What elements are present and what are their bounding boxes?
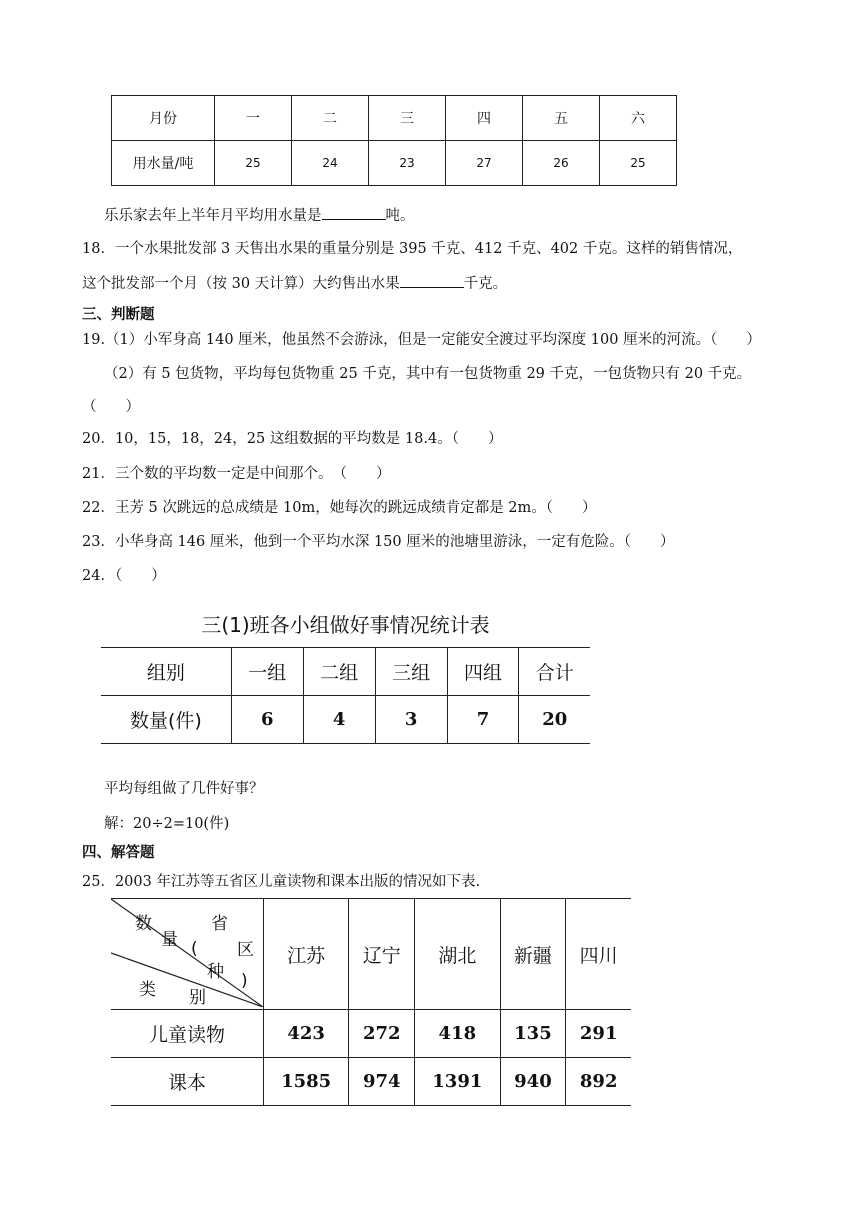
table-header-cell: 合计	[519, 648, 590, 696]
table-row-label: 儿童读物	[111, 1010, 264, 1058]
question-text: 乐乐家去年上半年月平均用水量是	[104, 208, 322, 224]
corner-label: 省	[211, 914, 228, 934]
table-row	[111, 1010, 631, 1058]
section-heading: 四、解答题	[82, 845, 155, 861]
table-cell: 1585	[264, 1058, 349, 1106]
table-row	[101, 648, 590, 696]
good-deeds-table-image	[101, 603, 590, 763]
corner-label: 种	[207, 962, 224, 982]
question-23: 23．小华身高 146 厘米，他到一个平均水深 150 厘米的池塘里游泳，一定有危险。（ ）	[82, 534, 675, 550]
question-19-part2: （2）有 5 包货物，平均每包货物重 25 千克，其中有一包货物重 29 千克，一包货物只有 20 千克。	[104, 366, 752, 382]
table-header-cell: 二组	[303, 648, 375, 696]
table-cell: 24	[292, 141, 369, 186]
corner-label: 别	[189, 988, 206, 1008]
table-cell: 20	[519, 696, 590, 744]
table-cell: 1391	[415, 1058, 500, 1106]
table-header-cell: 六	[600, 96, 677, 141]
table-header-cell: 江苏	[264, 899, 349, 1010]
table-header-cell: 一	[215, 96, 292, 141]
table-header-cell: 新疆	[500, 899, 566, 1010]
table-cell: 23	[369, 141, 446, 186]
question-20: 20．10，15，18，24，25 这组数据的平均数是 18.4。（ ）	[82, 431, 503, 447]
table-cell: 940	[500, 1058, 566, 1106]
answer-blank[interactable]	[400, 273, 464, 288]
answer-blank[interactable]	[322, 205, 386, 220]
corner-label: )	[241, 971, 248, 991]
table-title: 三(1)班各小组做好事情况统计表	[201, 613, 490, 637]
table-header-cell: 一组	[231, 648, 303, 696]
table-row	[111, 1058, 631, 1106]
table-header-cell: 湖北	[415, 899, 500, 1010]
table-cell: 26	[523, 141, 600, 186]
table-cell: 3	[375, 696, 447, 744]
table-header-cell: 辽宁	[349, 899, 415, 1010]
table-cell: 418	[415, 1010, 500, 1058]
question-18-line2	[82, 273, 507, 294]
corner-label: 类	[139, 980, 156, 1000]
question-text: 吨。	[385, 208, 415, 224]
table-cell: 6	[231, 696, 303, 744]
question-17-prompt	[104, 205, 415, 226]
question-24-solution: 解：20÷2=10(件)	[104, 816, 230, 832]
table-cell: 974	[349, 1058, 415, 1106]
question-24: 24．（ ）	[82, 568, 166, 584]
question-24-question: 平均每组做了几件好事？	[104, 781, 264, 797]
question-19-part1: 19.（1）小军身高 140 厘米，他虽然不会游泳，但是一定能安全渡过平均深度 100 厘米的河流。（ ）	[82, 332, 761, 348]
table-cell: 7	[447, 696, 519, 744]
question-22: 22．王芳 5 次跳远的总成绩是 10m，她每次的跳远成绩肯定都是 2m。（ ）	[82, 500, 597, 516]
table-header-cell: 月份	[112, 96, 215, 141]
table-header-cell: 二	[292, 96, 369, 141]
corner-label: 量	[161, 930, 178, 950]
question-19-part2-bracket: （ ）	[82, 399, 140, 415]
section-heading: 三、判断题	[82, 307, 155, 323]
corner-label: (	[191, 939, 198, 959]
table-header-cell: 五	[523, 96, 600, 141]
table-cell: 272	[349, 1010, 415, 1058]
table-cell: 423	[264, 1010, 349, 1058]
corner-label: 区	[237, 940, 254, 960]
table-row-label: 课本	[111, 1058, 264, 1106]
good-deeds-table	[101, 647, 590, 744]
question-25: 25．2003 年江苏等五省区儿童读物和课本出版的情况如下表.	[82, 874, 481, 890]
table-cell: 27	[446, 141, 523, 186]
question-21: 21．三个数的平均数一定是中间那个。 （ ）	[82, 466, 391, 482]
table-row	[112, 141, 677, 186]
table-cell: 4	[303, 696, 375, 744]
table-row-label: 用水量/吨	[112, 141, 215, 186]
table-cell: 25	[600, 141, 677, 186]
question-18-line1: 18．一个水果批发部 3 天售出水果的重量分别是 395 千克、412 千克、402 千克。这样的销售情况，	[82, 241, 743, 257]
table-cell: 892	[566, 1058, 631, 1106]
table-cell: 291	[566, 1010, 631, 1058]
question-text: 这个批发部一个月（按 30 天计算）大约售出水果	[82, 276, 400, 292]
table-row	[112, 96, 677, 141]
table-header-cell: 四组	[447, 648, 519, 696]
table-row	[111, 899, 631, 1010]
table-row	[101, 696, 590, 744]
question-text: 千克。	[463, 276, 508, 292]
corner-label: 数	[135, 914, 152, 934]
publishing-table	[111, 898, 631, 1106]
table-cell: 25	[215, 141, 292, 186]
table-header-cell: 四	[446, 96, 523, 141]
table-header-cell: 组别	[101, 648, 231, 696]
diagonal-header-cell	[111, 899, 264, 1010]
table-header-cell: 四川	[566, 899, 631, 1010]
table-header-cell: 三组	[375, 648, 447, 696]
water-usage-table	[111, 95, 677, 186]
table-cell: 135	[500, 1010, 566, 1058]
table-header-cell: 三	[369, 96, 446, 141]
table-row-label: 数量(件)	[101, 696, 231, 744]
